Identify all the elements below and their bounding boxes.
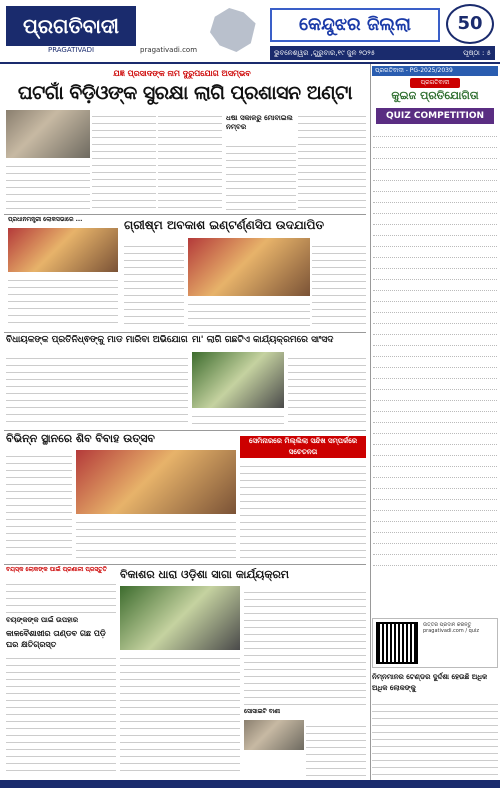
fifth-body [240,460,366,560]
district-title: କେନ୍ଦୁଝର ଜିଲ୍ଲା [270,8,440,42]
page-number: ପୃଷ୍ଠା : ୫ [463,49,491,57]
quiz-title-en: QUIZ COMPETITION [376,108,494,124]
third-headline-right[interactable]: ମା' ଲାଗି ଗଛଟିଏ କାର୍ଯ୍ୟକ୍ରମରେ ସାଂସଦ [192,335,334,345]
divider [4,332,366,333]
bottom-right-body [306,720,366,776]
fourth-body-1 [6,450,72,560]
logo-roman: PRAGATIVADI [47,46,95,54]
footer-bar [0,780,500,788]
bottom-left-headline[interactable]: ବୟଙ୍କଙ୍କ ପାଇଁ ଉପହାର [6,616,79,624]
second-headline[interactable]: ଗ୍ରୀଷ୍ମ ଅବକାଶ ଇଣ୍ଟର୍ଣ୍ଣସିପ ଉଦଯାପିତ [124,218,325,232]
fourth-headline[interactable]: ବିଭିନ୍ନ ସ୍ଥାନରେ ଶିବ ବିବାହ ଉତ୍ସବ [6,432,155,445]
promo-text: ଉତ୍ତର ପ୍ରଦାନ କରନ୍ତୁ pragativadi.com / quiz [423,622,479,634]
left-body [8,274,118,328]
bottom-body-1 [120,652,240,776]
bottom-left-body-2 [6,652,116,776]
third-left-body [6,352,188,428]
second-body-2 [188,298,310,328]
bottom-right-tag[interactable]: ସୋସାଇଟି ବାଣୀ [244,708,281,715]
anniversary-badge: 50 [446,4,494,44]
divider [4,430,366,431]
quiz-title-odia: କୁଇଜ ପ୍ରତିଯୋଗିତା [391,89,479,102]
quiz-questions [373,128,497,618]
lead-photo [6,110,90,158]
dateline [270,46,495,60]
bottom-left-headline-2[interactable]: କାଳବୈଶାଖୀର ତାଣ୍ଡବ ଗଛ ପଡ଼ି ଘର କ୍ଷତିଗ୍ରସ୍ତ [6,629,106,649]
newspaper-logo[interactable]: ପ୍ରଗତିବାଦୀ [6,6,136,46]
fourth-body-2 [76,516,236,560]
fifth-box[interactable]: ସେମିନାରରେ ମିଲ୍ଲିଲା ସନ୍ଦିଖ ସମ୍ପର୍କରେ ସଚେତନତା [240,436,366,458]
divider [4,214,366,215]
left-photo [8,228,118,272]
brief-headline[interactable]: ଧଷା ସକାଳରୁ ମୋବାଇଲ ନମ୍ବର [226,114,293,131]
bottom-body-2 [244,586,366,706]
third-headline-left[interactable]: ବିଧାୟକଙ୍କ ପ୍ରତିନିଧ୍ଵଙ୍କୁ ମାଡ ମାରିବା ଅଭିଯୋଗ [6,335,188,345]
quiz-bottom-headline[interactable]: ନିମ୍ନମାନର ଟେଣ୍ଡର ଦୁର୍ଦ୍ଦଶା ହେଉଛି ଅଧିକ ଅଧିକ ଲୋକଙ୍କୁ [372,673,488,692]
divider [4,564,366,565]
lead-column-0 [6,160,90,210]
site-url[interactable]: pragativadi.com [140,46,198,54]
second-body-3 [312,240,366,328]
quiz-bottom-body [372,698,498,776]
lead-column-1 [92,110,156,210]
fourth-photo [76,450,236,514]
third-right-body [288,352,366,428]
lead-headline[interactable]: ଘଟଗାଁ ବିଡ଼ିଓଙ୍କ ସୁରକ୍ଷା ଲାଗି ପ୍ରଶାସନ ଅଣ୍ଟା [17,82,353,104]
date-text: ଭୁବନେଶ୍ୱର ,ଗୁରୁବାର,୧୯ ଜୁନ ୨୦୨୫ [274,49,376,57]
third-right-body-2 [192,410,284,428]
bottom-headline[interactable]: ବିକାଶର ଧାରା ଓଡ଼ିଶା ସାଗା କାର୍ଯ୍ୟକ୍ରମ [120,568,290,581]
bottom-left-body-1 [6,578,116,614]
quiz-label: ପ୍ରଗତିବାଦୀ [410,78,460,88]
second-body-1 [124,240,184,328]
bottom-right-photo [244,720,304,750]
bottom-photo [120,586,240,650]
lead-column-4 [298,110,366,210]
lead-column-3 [226,140,296,210]
qr-code-icon[interactable] [376,622,418,664]
quiz-top-strip: ପ୍ରଗତିବାଦୀ - PG-2025/2039 [372,66,498,76]
left-caption[interactable]: ପ୍ରଧାନମନ୍ତ୍ରୀ ଲୋକସଭାରେ ... [8,216,83,223]
second-photo [188,238,310,296]
bottom-left-tag[interactable]: ବୟସ୍କ ଲୋକଙ୍କ ପାଇଁ ପ୍ରଣାଳୀ ପ୍ରସ୍ତୁତି [6,566,107,573]
lead-subhead: ଯଜ୍ଞ ପ୍ରସାଦଙ୍କ ନାମ ଦୁରୁପଯୋଗ ଅସମ୍ଭବ [113,69,251,78]
third-photo [192,352,284,408]
lead-column-2 [158,110,222,210]
